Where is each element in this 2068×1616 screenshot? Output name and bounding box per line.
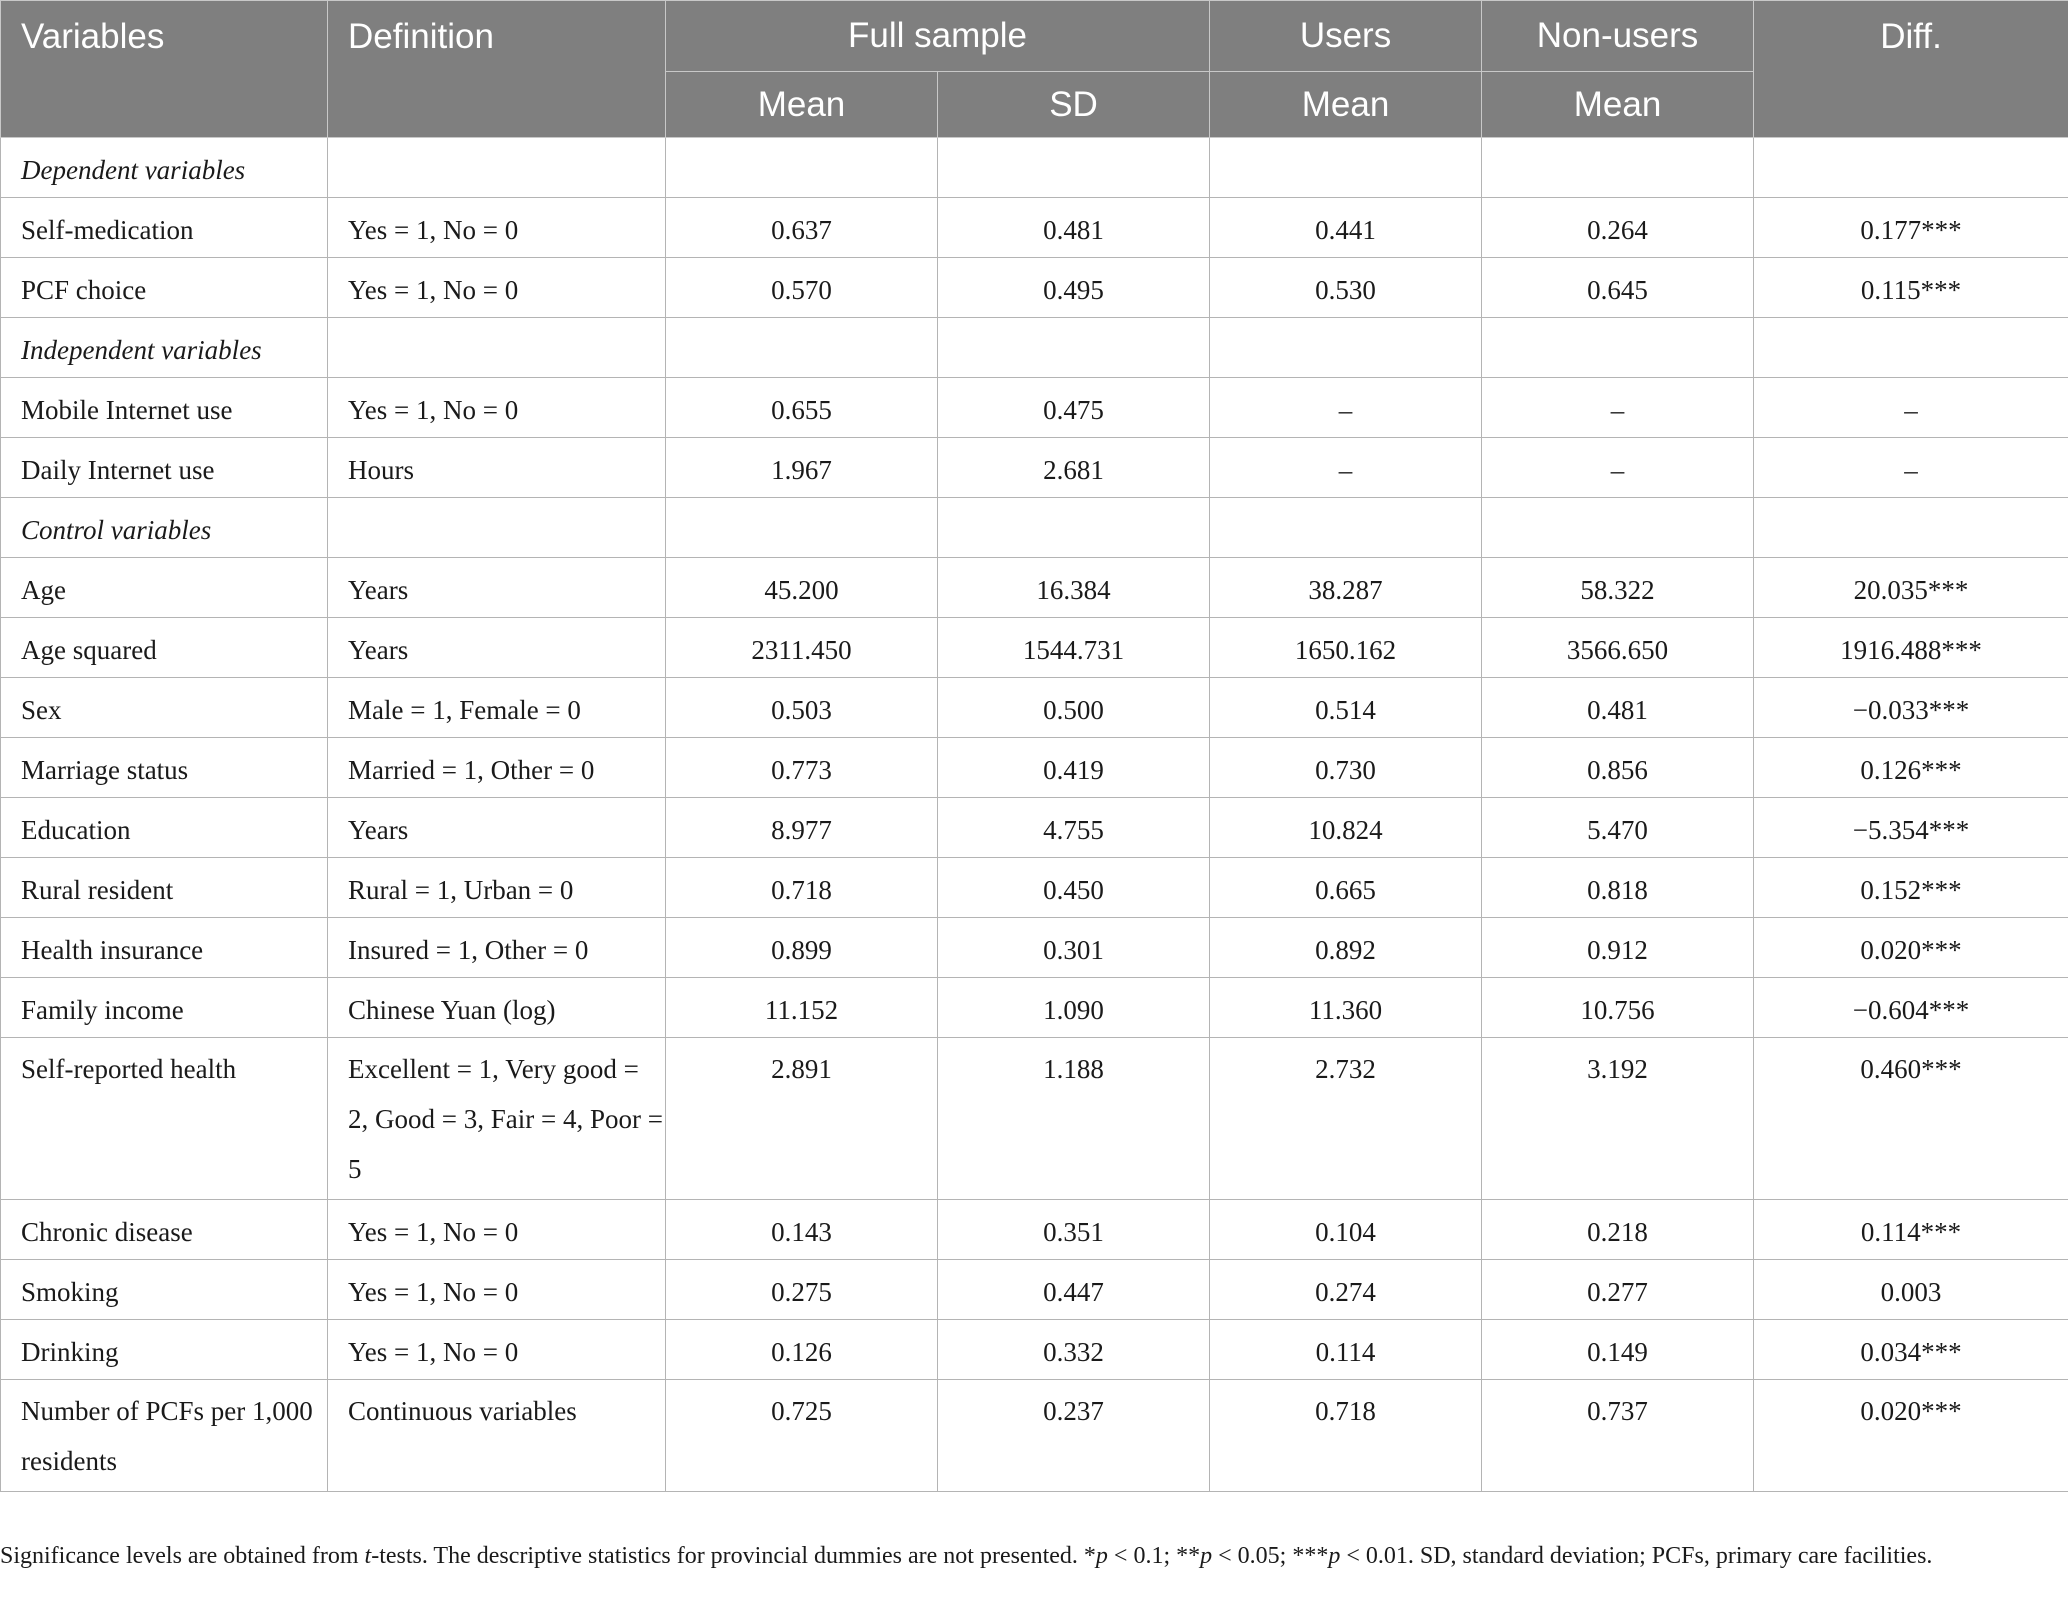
table-row xyxy=(1,1038,2068,1200)
cell-users-mean: 0.530 xyxy=(1210,258,1482,318)
cell-definition: Hours xyxy=(328,438,666,498)
cell-diff xyxy=(1754,498,2068,558)
table-row xyxy=(1,438,2068,498)
cell-variable: Marriage status xyxy=(1,738,328,798)
cell-definition xyxy=(328,318,666,378)
cell-users-mean: 0.104 xyxy=(1210,1200,1482,1260)
cell-variable: Daily Internet use xyxy=(1,438,328,498)
table-row xyxy=(1,198,2068,258)
table-row xyxy=(1,1320,2068,1380)
cell-definition: Excellent = 1, Very good = 2, Good = 3, Fair = 4, Poor = 5 xyxy=(328,1038,666,1200)
section-row xyxy=(1,318,2068,378)
cell-variable: Chronic disease xyxy=(1,1200,328,1260)
cell-full-sd: 0.475 xyxy=(938,378,1210,438)
cell-users-mean: 0.274 xyxy=(1210,1260,1482,1320)
section-label: Control variables xyxy=(1,498,328,558)
cell-nonusers-mean: 3.192 xyxy=(1482,1038,1754,1200)
cell-nonusers-mean: 58.322 xyxy=(1482,558,1754,618)
cell-full-sd: 1544.731 xyxy=(938,618,1210,678)
cell-diff: 1916.488*** xyxy=(1754,618,2068,678)
cell-nonusers-mean xyxy=(1482,498,1754,558)
cell-definition: Yes = 1, No = 0 xyxy=(328,258,666,318)
cell-full-sd: 0.301 xyxy=(938,918,1210,978)
cell-nonusers-mean: 0.818 xyxy=(1482,858,1754,918)
cell-diff: −0.033*** xyxy=(1754,678,2068,738)
cell-variable: Smoking xyxy=(1,1260,328,1320)
cell-definition: Continuous variables xyxy=(328,1380,666,1492)
table-body xyxy=(1,138,2068,1492)
cell-nonusers-mean: 5.470 xyxy=(1482,798,1754,858)
cell-diff: −0.604*** xyxy=(1754,978,2068,1038)
table-row xyxy=(1,1200,2068,1260)
cell-definition: Yes = 1, No = 0 xyxy=(328,1200,666,1260)
cell-users-mean: 11.360 xyxy=(1210,978,1482,1038)
header-users: Users xyxy=(1210,1,1482,72)
table-row xyxy=(1,618,2068,678)
cell-variable: Self-medication xyxy=(1,198,328,258)
cell-variable: Family income xyxy=(1,978,328,1038)
cell-diff: −5.354*** xyxy=(1754,798,2068,858)
section-row xyxy=(1,138,2068,198)
cell-nonusers-mean xyxy=(1482,138,1754,198)
cell-full-mean: 0.899 xyxy=(666,918,938,978)
cell-variable: Rural resident xyxy=(1,858,328,918)
cell-users-mean: 0.114 xyxy=(1210,1320,1482,1380)
cell-full-mean xyxy=(666,498,938,558)
table-footnote xyxy=(0,1538,2040,1574)
header-full-mean: Mean xyxy=(666,72,938,138)
cell-full-sd xyxy=(938,138,1210,198)
cell-full-sd: 2.681 xyxy=(938,438,1210,498)
cell-full-mean: 11.152 xyxy=(666,978,938,1038)
cell-full-mean: 0.655 xyxy=(666,378,938,438)
cell-nonusers-mean: 3566.650 xyxy=(1482,618,1754,678)
cell-definition: Male = 1, Female = 0 xyxy=(328,678,666,738)
cell-full-sd: 1.188 xyxy=(938,1038,1210,1200)
cell-variable: Number of PCFs per 1,000 residents xyxy=(1,1380,328,1492)
cell-full-sd: 0.351 xyxy=(938,1200,1210,1260)
cell-users-mean xyxy=(1210,498,1482,558)
cell-variable: Sex xyxy=(1,678,328,738)
cell-diff: 0.034*** xyxy=(1754,1320,2068,1380)
cell-full-mean: 0.143 xyxy=(666,1200,938,1260)
cell-users-mean: 1650.162 xyxy=(1210,618,1482,678)
cell-definition: Yes = 1, No = 0 xyxy=(328,1260,666,1320)
cell-diff: 0.003 xyxy=(1754,1260,2068,1320)
cell-users-mean xyxy=(1210,318,1482,378)
section-label: Independent variables xyxy=(1,318,328,378)
header-full-sample: Full sample xyxy=(666,1,1210,72)
cell-users-mean: 0.665 xyxy=(1210,858,1482,918)
cell-full-sd: 0.481 xyxy=(938,198,1210,258)
cell-users-mean: 38.287 xyxy=(1210,558,1482,618)
cell-nonusers-mean: 0.277 xyxy=(1482,1260,1754,1320)
table-row xyxy=(1,678,2068,738)
cell-nonusers-mean: – xyxy=(1482,378,1754,438)
cell-full-mean xyxy=(666,318,938,378)
cell-full-sd: 0.447 xyxy=(938,1260,1210,1320)
footnote-part2: -tests. The descriptive statistics for provincial dummies are not presented. * xyxy=(371,1543,1096,1569)
cell-full-sd: 16.384 xyxy=(938,558,1210,618)
cell-diff: 0.460*** xyxy=(1754,1038,2068,1200)
table-row xyxy=(1,738,2068,798)
cell-variable: Age squared xyxy=(1,618,328,678)
table-row xyxy=(1,378,2068,438)
cell-nonusers-mean xyxy=(1482,318,1754,378)
cell-users-mean: 10.824 xyxy=(1210,798,1482,858)
cell-users-mean: – xyxy=(1210,438,1482,498)
cell-full-mean xyxy=(666,138,938,198)
cell-definition xyxy=(328,138,666,198)
table-header xyxy=(1,1,2068,138)
cell-variable: Self-reported health xyxy=(1,1038,328,1200)
cell-full-mean: 0.725 xyxy=(666,1380,938,1492)
header-nonusers-mean: Mean xyxy=(1482,72,1754,138)
cell-nonusers-mean: 0.645 xyxy=(1482,258,1754,318)
cell-diff: 0.115*** xyxy=(1754,258,2068,318)
header-users-mean: Mean xyxy=(1210,72,1482,138)
cell-full-mean: 0.275 xyxy=(666,1260,938,1320)
cell-full-mean: 0.570 xyxy=(666,258,938,318)
cell-definition: Years xyxy=(328,558,666,618)
cell-nonusers-mean: 0.737 xyxy=(1482,1380,1754,1492)
cell-definition: Rural = 1, Urban = 0 xyxy=(328,858,666,918)
cell-full-sd xyxy=(938,498,1210,558)
cell-full-sd: 0.419 xyxy=(938,738,1210,798)
footnote-p3: p xyxy=(1328,1543,1341,1569)
header-variables: Variables xyxy=(1,1,328,138)
cell-users-mean: 0.730 xyxy=(1210,738,1482,798)
cell-diff: – xyxy=(1754,438,2068,498)
section-row xyxy=(1,498,2068,558)
cell-variable: PCF choice xyxy=(1,258,328,318)
footnote-t: t xyxy=(364,1543,372,1569)
cell-users-mean: 0.514 xyxy=(1210,678,1482,738)
header-definition: Definition xyxy=(328,1,666,138)
footnote-p2: p xyxy=(1200,1543,1213,1569)
cell-full-sd: 0.332 xyxy=(938,1320,1210,1380)
footnote-part4: < 0.05; *** xyxy=(1212,1543,1329,1569)
footnote-part5: < 0.01. SD, standard deviation; PCFs, primary care facilities. xyxy=(1340,1543,1933,1569)
cell-definition: Yes = 1, No = 0 xyxy=(328,1320,666,1380)
cell-variable: Health insurance xyxy=(1,918,328,978)
cell-full-mean: 2.891 xyxy=(666,1038,938,1200)
cell-nonusers-mean: 10.756 xyxy=(1482,978,1754,1038)
cell-definition: Yes = 1, No = 0 xyxy=(328,378,666,438)
cell-variable: Age xyxy=(1,558,328,618)
cell-diff: 0.020*** xyxy=(1754,1380,2068,1492)
cell-full-mean: 0.773 xyxy=(666,738,938,798)
table-row xyxy=(1,558,2068,618)
cell-diff: 20.035*** xyxy=(1754,558,2068,618)
table-row xyxy=(1,978,2068,1038)
cell-users-mean: 2.732 xyxy=(1210,1038,1482,1200)
cell-diff: 0.114*** xyxy=(1754,1200,2068,1260)
cell-diff xyxy=(1754,318,2068,378)
section-label: Dependent variables xyxy=(1,138,328,198)
cell-definition: Yes = 1, No = 0 xyxy=(328,198,666,258)
cell-full-sd: 0.450 xyxy=(938,858,1210,918)
cell-nonusers-mean: 0.149 xyxy=(1482,1320,1754,1380)
cell-diff: 0.177*** xyxy=(1754,198,2068,258)
cell-diff: – xyxy=(1754,378,2068,438)
cell-full-sd: 1.090 xyxy=(938,978,1210,1038)
table-row xyxy=(1,918,2068,978)
cell-users-mean: – xyxy=(1210,378,1482,438)
footnote-p1: p xyxy=(1095,1543,1108,1569)
cell-diff: 0.126*** xyxy=(1754,738,2068,798)
footnote-part1: Significance levels are obtained from xyxy=(0,1543,365,1569)
cell-nonusers-mean: 0.218 xyxy=(1482,1200,1754,1260)
cell-full-mean: 0.637 xyxy=(666,198,938,258)
table-row xyxy=(1,1260,2068,1320)
cell-full-mean: 1.967 xyxy=(666,438,938,498)
cell-definition: Married = 1, Other = 0 xyxy=(328,738,666,798)
cell-full-mean: 8.977 xyxy=(666,798,938,858)
cell-full-sd: 4.755 xyxy=(938,798,1210,858)
cell-definition: Insured = 1, Other = 0 xyxy=(328,918,666,978)
cell-definition: Chinese Yuan (log) xyxy=(328,978,666,1038)
table-row xyxy=(1,858,2068,918)
table-row xyxy=(1,1380,2068,1492)
cell-full-mean: 2311.450 xyxy=(666,618,938,678)
cell-definition xyxy=(328,498,666,558)
cell-definition: Years xyxy=(328,798,666,858)
cell-nonusers-mean: 0.264 xyxy=(1482,198,1754,258)
cell-full-sd: 0.500 xyxy=(938,678,1210,738)
cell-users-mean xyxy=(1210,138,1482,198)
header-non-users: Non-users xyxy=(1482,1,1754,72)
cell-nonusers-mean: – xyxy=(1482,438,1754,498)
cell-variable: Drinking xyxy=(1,1320,328,1380)
cell-nonusers-mean: 0.912 xyxy=(1482,918,1754,978)
cell-full-mean: 0.718 xyxy=(666,858,938,918)
cell-users-mean: 0.441 xyxy=(1210,198,1482,258)
cell-diff: 0.020*** xyxy=(1754,918,2068,978)
cell-diff: 0.152*** xyxy=(1754,858,2068,918)
table-row xyxy=(1,258,2068,318)
header-full-sd: SD xyxy=(938,72,1210,138)
cell-nonusers-mean: 0.856 xyxy=(1482,738,1754,798)
cell-full-sd xyxy=(938,318,1210,378)
cell-full-sd: 0.495 xyxy=(938,258,1210,318)
header-diff: Diff. xyxy=(1754,1,2068,138)
cell-users-mean: 0.892 xyxy=(1210,918,1482,978)
table-row xyxy=(1,798,2068,858)
footnote-part3: < 0.1; ** xyxy=(1107,1543,1201,1569)
cell-full-sd: 0.237 xyxy=(938,1380,1210,1492)
cell-definition: Years xyxy=(328,618,666,678)
cell-variable: Mobile Internet use xyxy=(1,378,328,438)
header-row-top xyxy=(1,1,2068,72)
cell-full-mean: 45.200 xyxy=(666,558,938,618)
cell-users-mean: 0.718 xyxy=(1210,1380,1482,1492)
cell-variable: Education xyxy=(1,798,328,858)
cell-full-mean: 0.126 xyxy=(666,1320,938,1380)
cell-nonusers-mean: 0.481 xyxy=(1482,678,1754,738)
cell-diff xyxy=(1754,138,2068,198)
cell-full-mean: 0.503 xyxy=(666,678,938,738)
